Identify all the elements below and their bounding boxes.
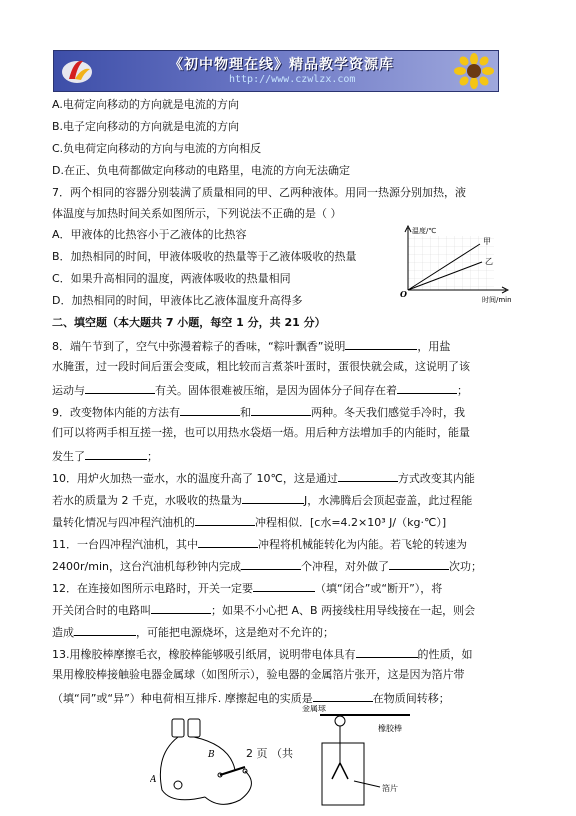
q10-text-1: 10．用炉火加热一壶水，水的温度升高了 10℃，这是通过 [52, 472, 338, 485]
temperature-time-graph [398, 222, 518, 304]
q10-text-5: 量转化情况与四冲程汽油机的 [52, 516, 195, 529]
answer-blank[interactable] [180, 404, 240, 416]
section-heading: 二、填空题（本大题共 7 小题，每空 1 分，共 21 分） [52, 316, 326, 329]
q10-text-3: 若水的质量为 2 千克，水吸收的热量为 [52, 494, 242, 507]
question-10-line1 [52, 470, 475, 486]
q8-text-2: ，用盐 [417, 340, 451, 353]
series-jia-label: 甲 [483, 237, 491, 246]
question-13-line2: 果用橡胶棒接触验电器金属球（如图所示），验电器的金属箔片张开，这是因为箔片带 [52, 668, 465, 681]
answer-blank[interactable] [85, 448, 147, 460]
origin-label: O [400, 289, 407, 299]
question-7-line1: 7．两个相同的容器分别装满了质量相同的甲、乙两种液体。用同一热源分别加热，液 [52, 186, 466, 199]
q11-text-1: 11．一台四冲程汽油机，其中 [52, 538, 198, 551]
answer-blank[interactable] [253, 580, 315, 592]
answer-blank[interactable] [74, 624, 136, 636]
q8-text-5: ； [457, 384, 468, 397]
q9-text-4: 发生了 [52, 450, 85, 463]
answer-blank[interactable] [242, 492, 304, 504]
q11-text-5: 次功； [448, 560, 482, 573]
q10-text-4: J，水沸腾后会顶起壶盖，此过程能 [304, 494, 473, 507]
option-b-q6: B.电子定向移动的方向就是电流的方向 [52, 120, 240, 133]
answer-blank[interactable] [389, 558, 449, 570]
electroscope-jar-icon [322, 743, 364, 805]
answer-blank[interactable] [251, 404, 311, 416]
metal-ball-label: 金属球 [302, 705, 326, 713]
answer-blank[interactable] [151, 602, 211, 614]
question-8-line2: 水腌蛋，过一段时间后蛋会变咸，粗比较而言煮茶叶蛋时，蛋很快就会咸，这说明了该 [52, 360, 470, 373]
question-8-line1 [52, 338, 450, 354]
metal-ball-icon [335, 716, 345, 726]
q12-text-2: （填“闭合”或“断开”），将 [315, 582, 443, 595]
series-yi-label: 乙 [485, 257, 493, 266]
q9-text-3: 两种。冬天我们感觉手冷时，我 [311, 406, 465, 419]
answer-blank[interactable] [397, 382, 457, 394]
q12-text-1: 12．在连接如图所示电路时，开关一定要 [52, 582, 253, 595]
question-13-line1 [52, 646, 473, 662]
sunflower-icon [454, 53, 494, 89]
answer-blank[interactable] [338, 470, 398, 482]
q12-text-5: 造成 [52, 626, 74, 639]
x-axis-label: 时间/min [482, 296, 512, 304]
q10-text-2: 方式改变其内能 [397, 472, 475, 485]
question-11-line1 [52, 536, 467, 552]
q9-text-2: 和 [240, 406, 251, 419]
q12-text-4: ；如果不小心把 A、B 两接线柱用导线接在一起，则会 [211, 604, 476, 617]
answer-blank[interactable] [241, 558, 301, 570]
question-8-line3 [52, 382, 468, 398]
q11-text-2: 冲程将机械能转化为内能。若飞轮的转速为 [258, 538, 467, 551]
answer-blank[interactable] [195, 514, 255, 526]
q10-text-6: 冲程相似．[c水=4.2×10³ J/（kg·℃）] [255, 516, 447, 529]
q8-text-3: 运动与 [52, 384, 85, 397]
q8-text-4: 有关。固体很难被压缩，是因为固体分子间存在着 [155, 384, 397, 397]
answer-blank[interactable] [198, 536, 258, 548]
question-10-line3 [52, 514, 446, 530]
q12-text-3: 开关闭合时的电路叫 [52, 604, 151, 617]
question-11-line2 [52, 558, 482, 574]
option-c-q7: C．如果升高相同的温度，两液体吸收的热量相同 [52, 272, 291, 285]
rubber-rod-label: 橡胶棒 [378, 724, 402, 733]
foil-right-icon [340, 763, 348, 779]
option-a-q7: A．甲液体的比热容小于乙液体的比热容 [52, 228, 247, 241]
question-12-line1 [52, 580, 442, 596]
q9-text-5: ； [147, 450, 158, 463]
page-number: 2 页 （共 [246, 747, 293, 760]
q11-text-3: 2400r/min，这台汽油机每秒钟内完成 [52, 560, 241, 573]
question-7-line2: 体温度与加热时间关系如图所示，下列说法不正确的是（ ） [52, 207, 342, 220]
question-13-line3 [52, 690, 450, 706]
option-a-q6: A.电荷定向移动的方向就是电流的方向 [52, 98, 239, 111]
terminal-b-label: B [208, 750, 215, 760]
question-9-line1 [52, 404, 465, 420]
q13-text-3: （填“同”或“异”）种电荷相互排斥. 摩擦起电的实质是 [52, 692, 313, 705]
question-10-line2 [52, 492, 472, 508]
footer-diagrams [150, 705, 570, 815]
switch-icon [220, 767, 245, 775]
q13-text-2: 的性质，如 [417, 648, 473, 661]
option-d-q7: D．加热相同的时间，甲液体比乙液体温度升高得多 [52, 294, 303, 307]
foil-left-icon [332, 763, 340, 779]
question-12-line3 [52, 624, 334, 640]
bulb-icon [174, 781, 182, 789]
answer-blank[interactable] [313, 690, 373, 702]
answer-blank[interactable] [356, 646, 418, 658]
answer-blank[interactable] [345, 338, 417, 350]
y-axis-label: 温度/℃ [412, 227, 437, 235]
banner-url: http://www.czwlzx.com [229, 74, 356, 85]
banner-title: 《初中物理在线》精品教学资源库 [169, 57, 394, 73]
q9-text-1: 9．改变物体内能的方法有 [52, 406, 180, 419]
question-12-line2 [52, 602, 475, 618]
terminal-a-label: A [150, 775, 157, 785]
battery-left-icon [172, 719, 184, 737]
q11-text-4: 个冲程，对外做了 [300, 560, 389, 573]
option-b-q7: B．加热相同的时间，甲液体吸收的热量等于乙液体吸收的热量 [52, 250, 357, 263]
question-9-line3 [52, 448, 158, 464]
site-logo-icon [60, 53, 94, 87]
option-d-q6: D.在正、负电荷都做定向移动的电路里，电流的方向无法确定 [52, 164, 350, 177]
battery-right-icon [188, 719, 200, 737]
question-9-line2: 们可以将两手相互搓一搓，也可以用热水袋焐一焐。用后种方法增加手的内能时，能量 [52, 426, 470, 439]
answer-blank[interactable] [85, 382, 155, 394]
q13-text-1: 13.用橡胶棒摩擦毛衣，橡胶棒能够吸引纸屑，说明带电体具有 [52, 648, 356, 661]
foil-label: 箔片 [382, 784, 398, 793]
header-banner [53, 50, 499, 92]
q8-text-1: 8．端午节到了，空气中弥漫着粽子的香味，“粽叶飘香”说明 [52, 340, 346, 353]
option-c-q6: C.负电荷定向移动的方向与电流的方向相反 [52, 142, 262, 155]
q12-text-6: ，可能把电源烧坏，这是绝对不允许的； [136, 626, 334, 639]
circuit-diagram [160, 719, 251, 804]
q13-text-4: 在物质间转移； [372, 692, 450, 705]
